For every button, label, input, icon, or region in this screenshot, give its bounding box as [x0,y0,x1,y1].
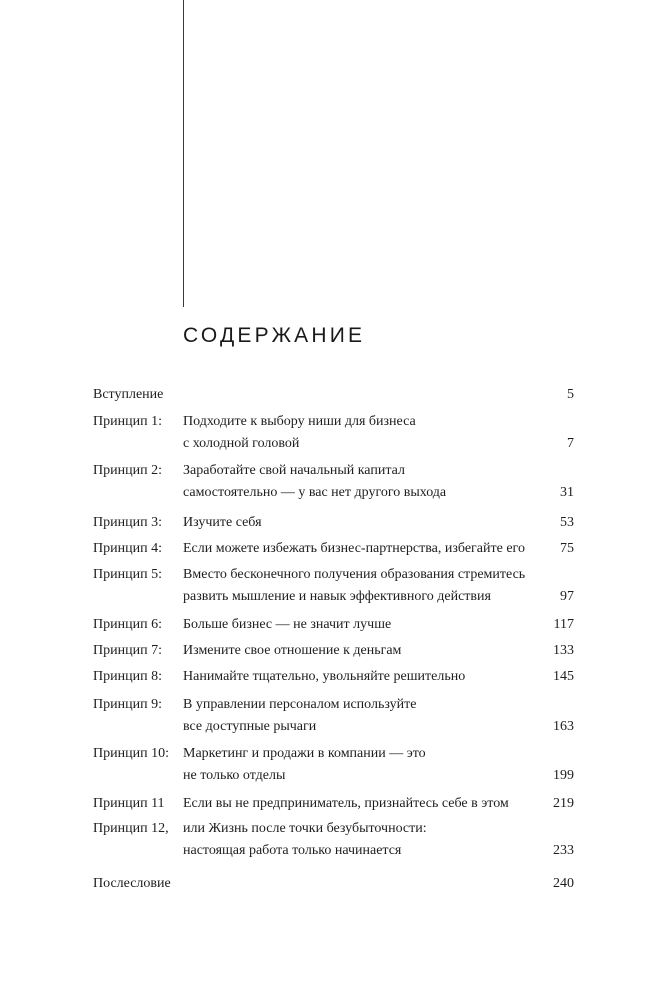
toc-entry-title-line: настоящая работа только начинается [183,843,402,858]
toc-entry-title-line: Вместо бесконечного получения образования стремитесь [183,567,526,582]
toc-entry-label: Принцип 6: [93,617,162,632]
toc-entry-page-number: 133 [553,643,574,658]
toc-entry-title-line: Маркетинг и продажи в компании — это [183,746,426,761]
toc-entry-label: Принцип 9: [93,697,162,712]
toc-entry-title-line: Измените свое отношение к деньгам [183,643,402,658]
toc-entry-title-line: Заработайте свой начальный капитал [183,463,405,478]
toc-entry-label: Принцип 3: [93,515,162,530]
toc-entry-label: Принцип 5: [93,567,162,582]
toc-entry-label: Принцип 7: [93,643,162,658]
toc-entry-page-number: 219 [553,796,574,811]
toc-entry-title-line: Подходите к выбору ниши для бизнеса [183,414,416,429]
toc-entry-page-number: 145 [553,669,574,684]
toc-entry-page-number: 31 [560,485,574,500]
toc-entry-page-number: 97 [560,589,574,604]
toc-entry-title-line: Если можете избежать бизнес-партнерства, избегайте его [183,541,525,556]
toc-entry-title-line: Больше бизнес — не значит лучше [183,617,392,632]
toc-entry-label: Вступление [93,387,164,402]
toc-entry-label: Принцип 1: [93,414,162,429]
toc-entry-page-number: 75 [560,541,574,556]
toc-entry-page-number: 233 [553,843,574,858]
toc-entry-page-number: 5 [567,387,574,402]
toc-entry-title-line: с холодной головой [183,436,300,451]
toc-entry-label: Послесловие [93,876,171,891]
toc-entry-title-line: Изучите себя [183,515,262,530]
toc-entry-label: Принцип 10: [93,746,169,761]
toc-entry-title-line: Если вы не предприниматель, признайтесь себе в этом [183,796,509,811]
toc-entry-page-number: 199 [553,768,574,783]
toc-entry-title-line: самостоятельно — у вас нет другого выхода [183,485,447,500]
toc-entry-label: Принцип 11 [93,796,165,811]
toc-entry-title-line: все доступные рычаги [183,719,317,734]
toc-entry-label: Принцип 4: [93,541,162,556]
toc-entry-page-number: 163 [553,719,574,734]
toc-entry-page-number: 240 [553,876,574,891]
toc-entry-title-line: В управлении персоналом используйте [183,697,417,712]
toc-entry-label: Принцип 8: [93,669,162,684]
table-of-contents [93,0,574,1000]
toc-entry-title-line: Нанимайте тщательно, увольняйте решительно [183,669,466,684]
toc-entry-page-number: 53 [560,515,574,530]
toc-entry-page-number: 7 [567,436,574,451]
toc-entry-label: Принцип 2: [93,463,162,478]
toc-entry-title-line: или Жизнь после точки безубыточности: [183,821,427,836]
toc-entry-title-line: не только отделы [183,768,286,783]
toc-heading: СОДЕРЖАНИЕ [183,324,366,347]
toc-entry-title-line: развить мышление и навык эффективного действия [183,589,491,604]
toc-entry-label: Принцип 12, [93,821,169,836]
toc-entry-page-number: 117 [553,617,574,632]
